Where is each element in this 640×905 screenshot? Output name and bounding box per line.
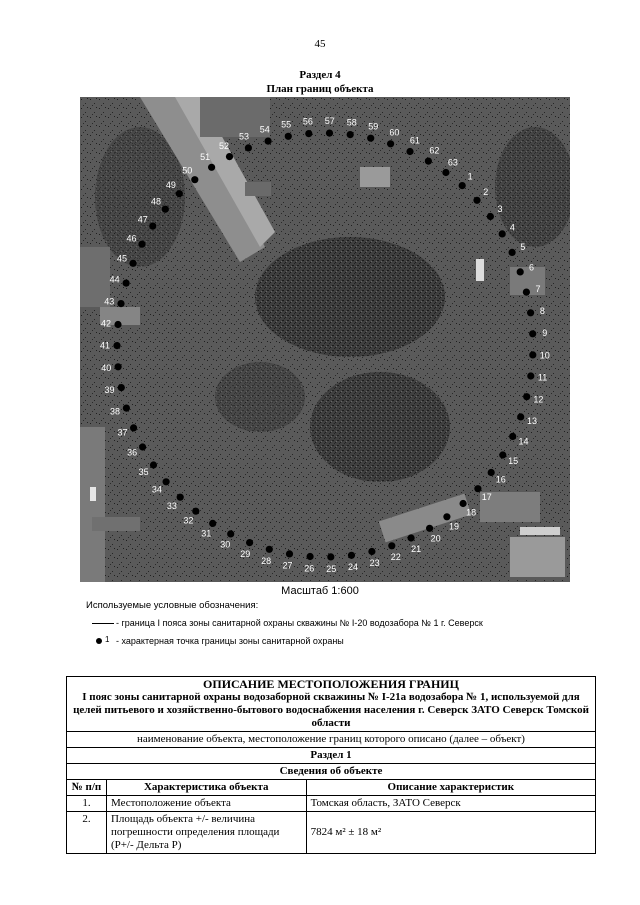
boundary-map — [80, 97, 570, 582]
boundary-point-label: 6 — [528, 262, 535, 273]
table-heading: ОПИСАНИЕ МЕСТОПОЛОЖЕНИЯ ГРАНИЦ — [203, 677, 459, 691]
boundary-point — [367, 135, 374, 142]
boundary-point — [347, 131, 354, 138]
boundary-point — [130, 424, 137, 431]
section-subtitle: План границ объекта — [266, 83, 374, 95]
row-number: 2. — [67, 812, 107, 854]
boundary-point — [139, 443, 146, 450]
characteristic-value: Томская область, ЗАТО Северск — [306, 796, 595, 812]
boundary-point — [408, 534, 415, 541]
table-row — [67, 796, 596, 812]
boundary-point — [123, 280, 130, 287]
boundary-point-label: 32 — [183, 515, 194, 526]
boundary-point-label: 56 — [302, 116, 313, 127]
boundary-point-label: 18 — [466, 507, 477, 518]
boundary-point — [305, 130, 312, 137]
characteristic-value: 7824 м² ± 18 м² — [306, 812, 595, 854]
boundary-point-label: 35 — [138, 466, 149, 477]
boundary-point — [138, 241, 145, 248]
boundary-point-label: 30 — [220, 539, 231, 550]
boundary-point-label: 55 — [281, 119, 292, 130]
boundary-point-label: 48 — [150, 196, 162, 207]
boundary-point-label: 42 — [100, 318, 112, 329]
boundary-point-label: 47 — [137, 214, 148, 225]
table-row — [67, 812, 596, 854]
boundary-point — [307, 553, 314, 560]
row-number: 1. — [67, 796, 107, 812]
boundary-point — [209, 520, 216, 527]
boundary-point — [163, 478, 170, 485]
boundary-point-label: 25 — [326, 563, 337, 574]
section-heading — [0, 68, 640, 96]
boundary-point — [523, 393, 530, 400]
boundary-point-label: 43 — [104, 296, 115, 307]
boundary-point — [286, 550, 293, 557]
legend-item-text: - граница I пояса зоны санитарной охраны скважины № I-20 водозабора № 1 г. Северск — [116, 618, 483, 628]
boundary-point-label: 41 — [99, 340, 111, 351]
boundary-point-label: 34 — [151, 484, 162, 495]
column-header: Описание характеристик — [306, 780, 595, 796]
section-title: Раздел 4 — [299, 69, 341, 81]
boundary-point — [487, 213, 494, 220]
boundary-point-label: 15 — [508, 456, 519, 467]
boundary-point — [387, 140, 394, 147]
boundary-point — [442, 169, 449, 176]
boundary-point-label: 63 — [447, 157, 458, 168]
boundary-point-label: 5 — [520, 242, 526, 253]
boundary-point — [150, 461, 157, 468]
boundary-point-label: 20 — [430, 533, 441, 544]
boundary-point-label: 27 — [282, 560, 293, 571]
page-number: 45 — [314, 38, 326, 50]
boundary-point-label: 26 — [304, 563, 315, 574]
point-marker-icon — [92, 635, 114, 647]
boundary-point — [474, 485, 481, 492]
characteristic: Площадь объекта +/- величина погрешности определения площади (P+/- Дельта P) — [106, 812, 306, 854]
section-caption: Сведения об объекте — [67, 764, 596, 780]
boundary-point-label: 57 — [324, 116, 335, 127]
legend-item-boundary — [92, 617, 592, 629]
boundary-point — [114, 321, 121, 328]
boundary-point-label: 51 — [200, 152, 211, 163]
boundary-point-label: 13 — [526, 416, 538, 426]
boundary-point — [130, 260, 137, 267]
boundary-point-label: 11 — [537, 372, 548, 383]
boundary-point — [117, 300, 124, 307]
boundary-point-label: 12 — [533, 394, 544, 405]
boundary-point — [473, 197, 480, 204]
boundary-point-label: 49 — [165, 180, 176, 191]
boundary-point — [208, 164, 215, 171]
boundary-point — [426, 525, 433, 532]
boundary-point-label: 39 — [104, 385, 115, 396]
boundary-point-label: 22 — [390, 552, 401, 563]
boundary-point — [529, 330, 536, 337]
column-header: Характеристика объекта — [106, 780, 306, 796]
boundary-point — [118, 384, 125, 391]
boundary-point — [517, 268, 524, 275]
boundary-point — [527, 309, 534, 316]
legend-item-point — [92, 635, 592, 647]
boundary-line-icon — [92, 617, 114, 629]
boundary-point-label: 61 — [409, 135, 420, 146]
boundary-point-label: 4 — [509, 222, 515, 233]
boundary-point-label: 19 — [448, 521, 460, 532]
boundary-point-label: 2 — [483, 187, 489, 198]
boundary-point-label: 29 — [240, 548, 251, 559]
boundary-point-label: 31 — [201, 528, 212, 539]
boundary-point — [113, 342, 120, 349]
boundary-point — [191, 176, 198, 183]
boundary-point — [499, 230, 506, 237]
boundary-point-label: 16 — [495, 474, 506, 485]
boundary-point-label: 60 — [389, 127, 400, 138]
boundary-point-label: 53 — [238, 131, 250, 142]
object-note: наименование объекта, местоположение границ которого описано (далее – объект) — [67, 732, 596, 748]
legend-title: Используемые условные обозначения: — [86, 600, 259, 611]
boundary-point-label: 44 — [109, 274, 120, 285]
boundary-point-label: 14 — [518, 436, 529, 447]
boundary-point — [327, 553, 334, 560]
characteristic: Местоположение объекта — [106, 796, 306, 812]
boundary-point — [192, 508, 199, 515]
boundary-point — [443, 513, 450, 520]
boundary-point — [226, 153, 233, 160]
boundary-point-label: 10 — [539, 350, 550, 361]
boundary-point — [388, 542, 395, 549]
boundary-point-label: 21 — [411, 543, 422, 554]
boundary-point — [488, 469, 495, 476]
boundary-point — [509, 249, 516, 256]
boundary-point — [245, 144, 252, 151]
column-header: № п/п — [67, 780, 107, 796]
boundary-point-label: 52 — [218, 141, 230, 151]
map-scale: Масштаб 1:600 — [281, 585, 359, 597]
boundary-point — [509, 433, 516, 440]
boundary-point — [499, 451, 506, 458]
boundary-point — [523, 289, 530, 296]
boundary-point-label: 54 — [259, 124, 270, 135]
boundary-point-label: 40 — [101, 363, 112, 373]
boundary-point-label: 36 — [127, 447, 138, 458]
boundary-point-label: 59 — [368, 121, 379, 132]
boundary-point-label: 58 — [346, 117, 357, 128]
boundary-point-label: 23 — [369, 558, 380, 569]
boundary-point-label: 45 — [116, 253, 128, 264]
boundary-point-label: 50 — [182, 165, 193, 176]
boundary-point — [162, 206, 169, 213]
boundary-point — [177, 494, 184, 501]
boundary-point — [425, 158, 432, 165]
boundary-point — [460, 500, 467, 507]
boundary-point — [149, 223, 156, 230]
boundary-point-label: 24 — [347, 562, 359, 573]
boundary-point — [368, 548, 375, 555]
table-subheading: I пояс зоны санитарной охраны водозаборной скважины № I-21а водозабора № 1, используемой для целей питьевого и хозяйственно-бытового водоснабжения населения г. Северск ЗАТО Северск Томской области — [73, 691, 589, 729]
table-header-row — [67, 780, 596, 796]
boundary-point — [285, 133, 292, 140]
boundary-point — [527, 372, 534, 379]
boundary-point-label: 8 — [539, 305, 545, 316]
boundary-point-label: 62 — [429, 145, 440, 156]
boundary-point-label: 38 — [109, 406, 121, 417]
boundary-point — [406, 148, 413, 155]
boundary-point-label: 28 — [261, 555, 272, 566]
boundary-point-label: 3 — [497, 204, 503, 215]
boundary-point — [266, 546, 273, 553]
boundary-point — [265, 138, 272, 145]
boundary-point-label: 7 — [535, 284, 541, 295]
boundary-point — [123, 405, 130, 412]
boundary-point-label: 17 — [481, 491, 492, 502]
boundary-point-label: 1 — [467, 171, 473, 182]
boundary-point-label: 37 — [117, 427, 128, 438]
boundary-point — [176, 190, 183, 197]
boundary-point — [326, 130, 333, 137]
legend-item-text: - характерная точка границы зоны санитарной охраны — [116, 636, 344, 646]
boundary-point — [348, 552, 355, 559]
boundary-point — [115, 363, 122, 370]
section-label: Раздел 1 — [67, 748, 596, 764]
boundary-point — [227, 530, 234, 537]
boundary-point-label: 46 — [126, 233, 137, 244]
boundary-point — [246, 539, 253, 546]
boundary-point — [517, 413, 524, 420]
aerial-photo — [80, 97, 570, 582]
boundary-point-label: 33 — [166, 500, 177, 511]
point-marker-number: 1 — [105, 635, 110, 644]
boundary-point — [529, 351, 536, 358]
boundary-point-label: 9 — [542, 328, 548, 339]
boundary-point — [459, 182, 466, 189]
table-title — [67, 677, 596, 732]
boundary-description-table — [66, 676, 596, 854]
